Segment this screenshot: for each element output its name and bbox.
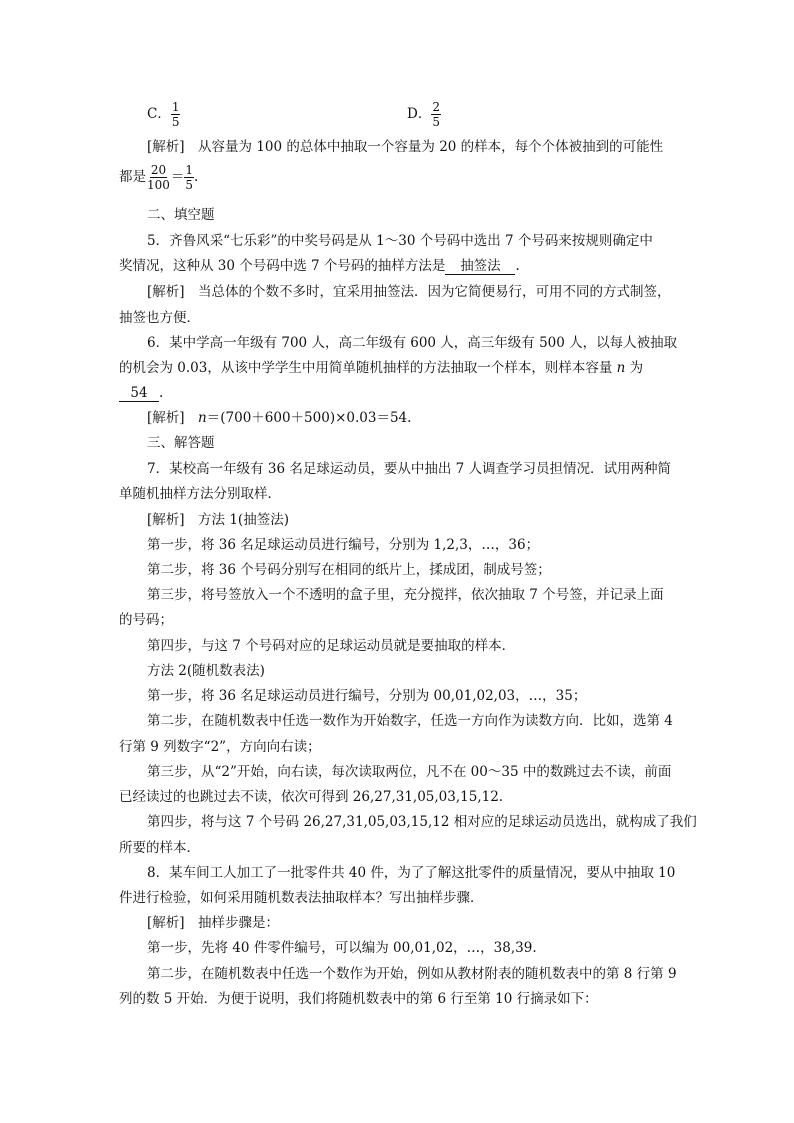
fraction-20-100 <box>146 163 171 192</box>
explanation-text: 抽样步骤是： <box>184 915 280 931</box>
fraction-1-5 <box>184 163 194 192</box>
explanation-prefix: 都是 <box>119 169 146 185</box>
q5-explanation-line1 <box>147 283 671 301</box>
q8-line2: 件进行检验，如何采用随机数表法抽取样本？写出抽样步骤． <box>119 890 484 906</box>
q7-m2-step4-line1: 第四步，将与这 7 个号码 26,27,31,05,03,15,12 相对应的足球运动员选出，就构成了我们 <box>147 814 697 830</box>
fraction-numerator: 2 <box>432 100 440 114</box>
q7-m1-step3-line2: 的号码； <box>119 612 173 628</box>
q7-m2-step4-line2: 所要的样本． <box>119 840 200 856</box>
q7-m2-step1: 第一步，将 36 名足球运动员进行编号，分别为 00,01,02,03，…，35； <box>147 688 587 704</box>
choice-c <box>147 100 180 129</box>
q7-m2-step3-line1: 第三步，从“2”开始，向右读，每次读取两位，凡不在 00～35 中的数跳过去不读，前面 <box>147 764 672 780</box>
explanation-text: 当总体的个数不多时，宜采用抽签法．因为它简便易行，可用不同的方式制签， <box>184 284 671 300</box>
section-title-answer: 三、解答题 <box>147 435 215 451</box>
period: . <box>159 385 164 401</box>
q4-explanation-line2 <box>119 163 198 192</box>
q7-method1 <box>147 511 289 529</box>
q6-answer: 54 <box>119 385 159 402</box>
q7-m1-step2: 第二步，将 36 个号码分别写在相同的纸片上，揉成团，制成号签； <box>147 562 551 578</box>
fraction-numerator: 1 <box>171 100 180 114</box>
q7-m1-step3-line1: 第三步，将号签放入一个不透明的盒子里，充分搅拌，依次抽取 7 个号签，并记录上面 <box>147 587 664 603</box>
variable-n: n <box>198 410 207 426</box>
fraction-c <box>171 100 181 129</box>
fraction-denominator: 100 <box>147 178 170 192</box>
q8-line1: 8．某车间工人加工了一批零件共 40 件，为了了解这批零件的质量情况，要从中抽取 10 <box>147 865 676 881</box>
choice-c-label: C． <box>147 106 171 122</box>
explanation-tag: [解析] <box>147 410 185 426</box>
q7-m2-step2-line1: 第二步，在随机数表中任选一数作为开始数字，任选一方向作为读数方向．比如，选第 4 <box>147 713 673 729</box>
explanation-text: ＝(700＋600＋500)×0.03＝54. <box>206 410 412 426</box>
q5-line1: 5．齐鲁风采“七乐彩”的中奖号码是从 1～30 个号码中选出 7 个号码来按规则确定中 <box>147 233 653 249</box>
q8-explanation <box>147 914 279 932</box>
q5-line2 <box>119 257 520 275</box>
q6-line1: 6．某中学高一年级有 700 人，高二年级有 600 人，高三年级有 500 人，以每人被抽取 <box>147 335 678 351</box>
q6-line3 <box>119 384 163 402</box>
fraction-numerator: 1 <box>185 163 194 177</box>
fraction-denominator: 5 <box>171 115 180 129</box>
q6-text: 的机会为 0.03，从该中学学生中用简单随机抽样的方法抽取一个样本，则样本容量 <box>119 360 617 376</box>
fraction-denominator: 5 <box>432 115 440 129</box>
q7-m1-step4: 第四步，与这 7 个号码对应的足球运动员就是要抽取的样本． <box>147 638 516 654</box>
method1-title: 方法 1(抽签法) <box>184 512 289 528</box>
equals-sign: ＝ <box>170 169 185 185</box>
q6-line2 <box>119 359 643 377</box>
q5-answer: 抽签法 <box>445 258 515 275</box>
q6-explanation <box>147 409 411 427</box>
choice-d <box>407 100 441 129</box>
variable-n: n <box>616 360 626 376</box>
q7-m2-step3-line2: 已经读过的也跳过去不读，依次可得到 26,27,31,05,03,15,12. <box>119 789 504 805</box>
q5-text: 奖情况，这种从 30 个号码中选 7 个号码的抽样方法是 <box>119 258 446 274</box>
q7-m2-step2-line2: 行第 9 列数字“2”，方向向右读； <box>119 739 321 755</box>
q7-m1-step1: 第一步，将 36 名足球运动员进行编号，分别为 1,2,3，…，36； <box>147 537 540 553</box>
fraction-numerator: 20 <box>150 163 167 177</box>
q7-line1: 7．某校高一年级有 36 名足球运动员，要从中抽出 7 人调查学习员担情况．试用两种简 <box>147 461 672 477</box>
q8-step1: 第一步，先将 40 件零件编号，可以编为 00,01,02，…，38,39. <box>147 940 537 956</box>
explanation-tag: [解析] <box>147 139 185 155</box>
period: . <box>194 169 199 185</box>
fraction-d <box>431 100 441 129</box>
q8-step2-line2: 列的数 5 开始．为便于说明，我们将随机数表中的第 6 行至第 10 行摘录如下： <box>119 991 598 1007</box>
explanation-tag: [解析] <box>147 284 185 300</box>
q7-method2: 方法 2(随机数表法) <box>147 663 265 679</box>
period: . <box>515 258 520 274</box>
q6-text-suffix: 为 <box>625 360 644 376</box>
explanation-text: 从容量为 100 的总体中抽取一个容量为 20 的样本，每个个体被抽到的可能性 <box>184 139 664 155</box>
choice-d-label: D． <box>407 106 432 122</box>
fraction-denominator: 5 <box>185 178 194 192</box>
explanation-tag: [解析] <box>147 915 185 931</box>
explanation-tag: [解析] <box>147 512 185 528</box>
q8-step2-line1: 第二步，在随机数表中任选一个数作为开始，例如从教材附表的随机数表中的第 8 行第 9 <box>147 966 677 982</box>
q7-line2: 单随机抽样方法分别取样． <box>119 486 281 502</box>
q5-explanation-line2: 抽签也方便． <box>119 310 200 326</box>
section-title-fill-in: 二、填空题 <box>147 207 215 223</box>
q4-explanation-line1 <box>147 138 663 156</box>
